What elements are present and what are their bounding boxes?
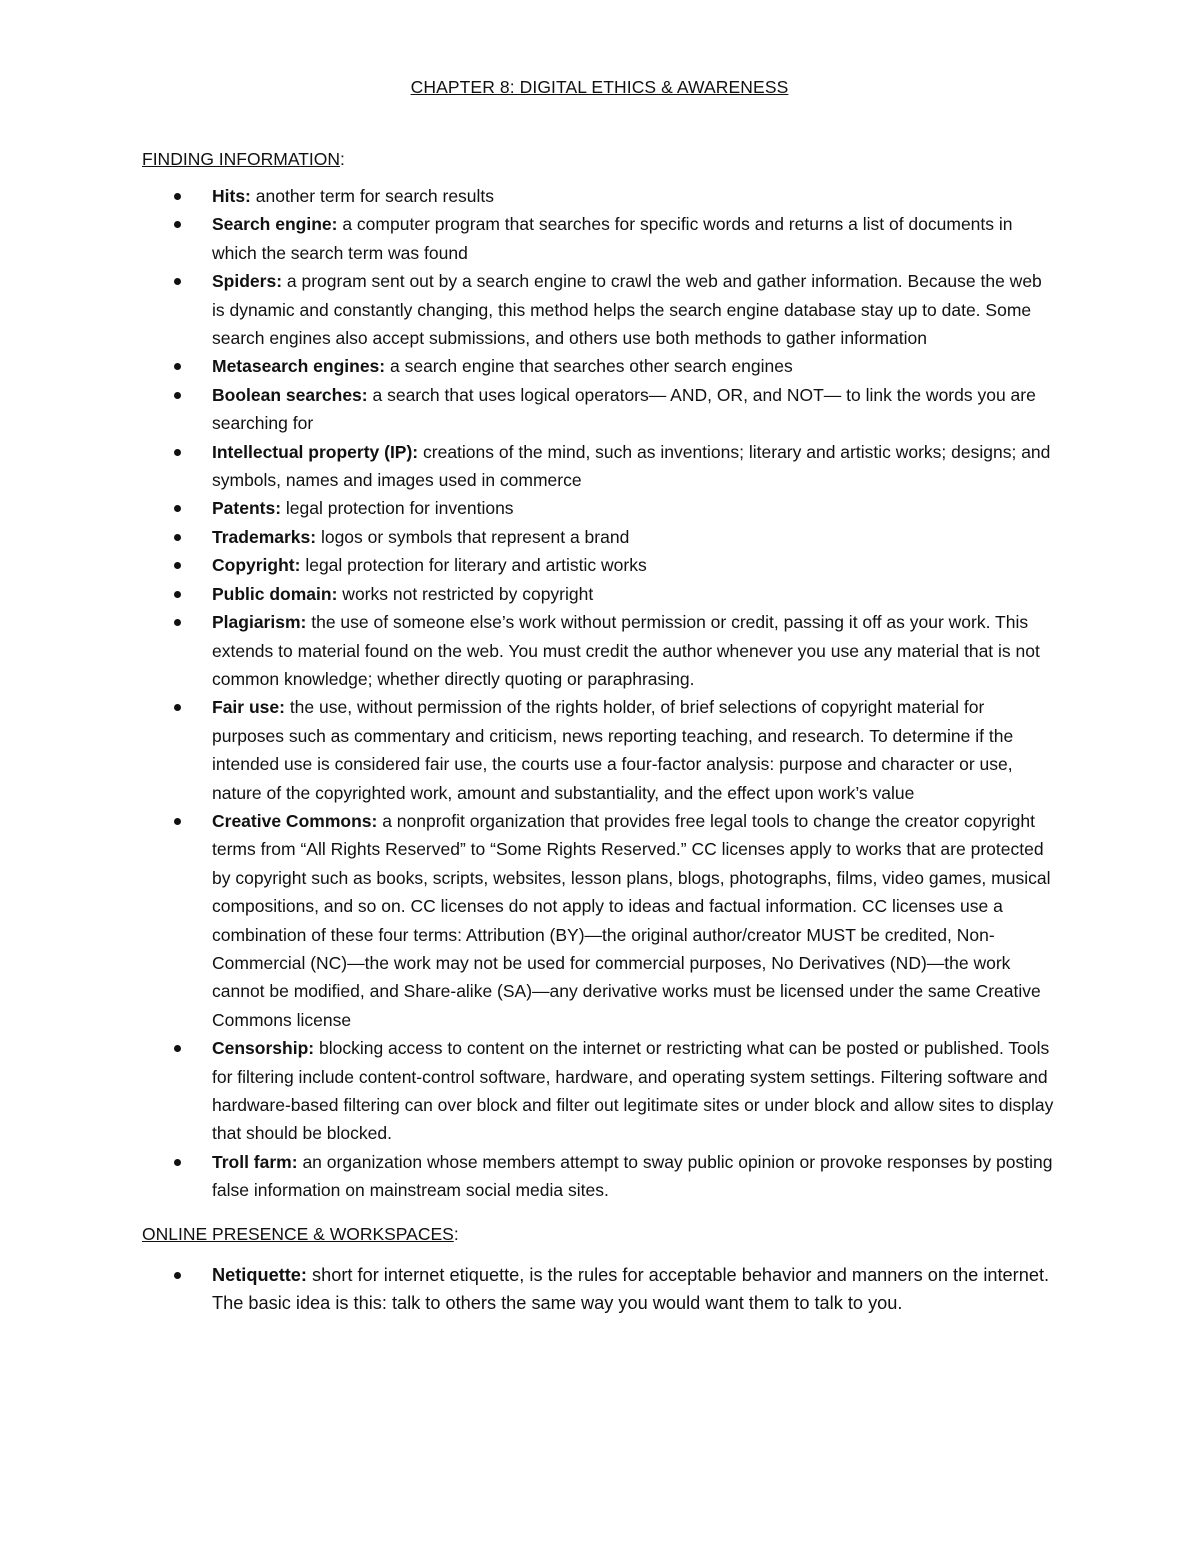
term-label: Public domain: — [212, 583, 338, 604]
list-item-troll-farm — [142, 1148, 1057, 1205]
document-page — [142, 74, 1057, 1317]
chapter-title: CHAPTER 8: DIGITAL ETHICS & AWARENESS — [410, 77, 789, 97]
list-item-plagiarism — [142, 608, 1057, 693]
section-heading-colon: : — [453, 1223, 459, 1244]
list-item-hits — [142, 182, 1057, 210]
list-item-public-domain — [142, 580, 1057, 608]
section-heading-text: FINDING INFORMATION — [142, 149, 340, 169]
term-definition: blocking access to content on the internet or restricting what can be posted or published. Tools for filtering include content-control software, hardware, and operating system settings. Filtering software and hardware-based filtering can over block and filter out legitimate sites or under block and allow sites to display that should be blocked. — [212, 1038, 1054, 1144]
term-definition: a nonprofit organization that provides free legal tools to change the creator copyright terms from “All Rights Reserved” to “Some Rights Reserved.” CC licenses apply to works that are protected by copyright such as books, scripts, websites, lesson plans, blogs, photographs, films, video games, musical compositions, and so on. CC licenses do not apply to ideas and factual information. CC licenses use a combination of these four terms: Attribution (BY)—the original author/creator MUST be credited, Non-Commercial (NC)—the work may not be used for commercial purposes, No Derivatives (ND)—the work cannot be modified, and Share-alike (SA)—any derivative works must be licensed under the same Creative Commons license — [212, 810, 1051, 1030]
list-item-netiquette — [142, 1261, 1057, 1318]
term-label: Trademarks: — [212, 526, 317, 547]
term-label: Spiders: — [212, 271, 283, 292]
list-item-creative-commons — [142, 807, 1057, 1034]
bullet-icon — [174, 1159, 181, 1166]
term-label: Censorship: — [212, 1038, 315, 1059]
list-item-intellectual-property — [142, 438, 1057, 495]
list-item-metasearch-engines — [142, 352, 1057, 380]
term-definition: an organization whose members attempt to sway public opinion or provoke responses by posting false information on mainstream social media sites. — [212, 1151, 1053, 1201]
term-label: Copyright: — [212, 555, 301, 576]
bullet-icon — [174, 392, 181, 399]
section-heading-text: ONLINE PRESENCE & WORKSPACES — [142, 1223, 454, 1244]
bullet-icon — [174, 1045, 181, 1052]
term-label: Intellectual property (IP): — [212, 441, 419, 462]
bullet-icon — [174, 1272, 181, 1279]
term-label: Boolean searches: — [212, 384, 368, 405]
bullet-icon — [174, 704, 181, 711]
section-heading-finding-information — [142, 146, 1057, 172]
term-label: Patents: — [212, 498, 282, 519]
term-definition: another term for search results — [250, 186, 495, 206]
section-heading-colon: : — [340, 149, 345, 169]
term-definition: creations of the mind, such as inventions; literary and artistic works; designs; and symbols, names and images used in commerce — [212, 441, 1051, 491]
term-definition: a computer program that searches for specific words and returns a list of documents in which the search term was found — [212, 214, 1013, 263]
term-label: Metasearch engines: — [212, 356, 386, 377]
term-label: Creative Commons: — [212, 810, 378, 831]
term-label: Plagiarism: — [212, 612, 307, 633]
term-label: Fair use: — [212, 697, 285, 718]
list-item-search-engine — [142, 210, 1057, 267]
term-definition: legal protection for literary and artistic works — [300, 555, 647, 576]
term-label: Search engine: — [212, 214, 338, 235]
term-definition: the use of someone else’s work without permission or credit, passing it off as your work. This extends to material found on the web. You must credit the author whenever you use any material that is not common knowledge; whether directly quoting or paraphrasing. — [212, 612, 1040, 689]
term-label: Netiquette: — [212, 1264, 307, 1285]
term-definition: a search that uses logical operators— AND, OR, and NOT— to link the words you are searching for — [212, 384, 1036, 434]
term-label: Hits: — [212, 186, 251, 206]
list-item-fair-use — [142, 693, 1057, 807]
term-definition: the use, without permission of the rights holder, of brief selections of copyright material for purposes such as commentary and criticism, news reporting teaching, and research. To determine if the intended use is considered fair use, the courts use a four-factor analysis: purpose and character or use, nature of the copyrighted work, amount and substantiality, and the effect upon work’s value — [212, 697, 1014, 803]
bullet-icon — [174, 619, 181, 626]
term-label: Troll farm: — [212, 1151, 298, 1172]
list-item-copyright — [142, 551, 1057, 579]
bullet-icon — [174, 505, 181, 512]
bullet-icon — [174, 193, 181, 200]
list-item-patents — [142, 494, 1057, 522]
term-definition: works not restricted by copyright — [337, 583, 594, 604]
term-definition: logos or symbols that represent a brand — [316, 526, 630, 547]
bullet-icon — [174, 278, 181, 285]
list-item-censorship — [142, 1034, 1057, 1148]
term-definition: a program sent out by a search engine to crawl the web and gather information. Because the web is dynamic and constantly changing, this method helps the search engine database stay up to date. Some search engines also accept submissions, and others use both methods to gather information — [212, 271, 1042, 349]
bullet-icon — [174, 449, 181, 456]
online-presence-list — [142, 1261, 1057, 1318]
term-definition: legal protection for inventions — [281, 498, 514, 519]
list-item-boolean-searches — [142, 381, 1057, 438]
bullet-icon — [174, 591, 181, 598]
bullet-icon — [174, 221, 181, 228]
section-heading-online-presence — [142, 1221, 1057, 1247]
bullet-icon — [174, 562, 181, 569]
bullet-icon — [174, 534, 181, 541]
term-definition: a search engine that searches other search engines — [385, 356, 793, 377]
term-definition: short for internet etiquette, is the rules for acceptable behavior and manners on the internet. The basic idea is this: talk to others the same way you would want them to talk to you. — [212, 1264, 1050, 1314]
finding-information-list — [142, 182, 1057, 1205]
bullet-icon — [174, 818, 181, 825]
list-item-spiders — [142, 267, 1057, 352]
list-item-trademarks — [142, 523, 1057, 551]
bullet-icon — [174, 363, 181, 370]
